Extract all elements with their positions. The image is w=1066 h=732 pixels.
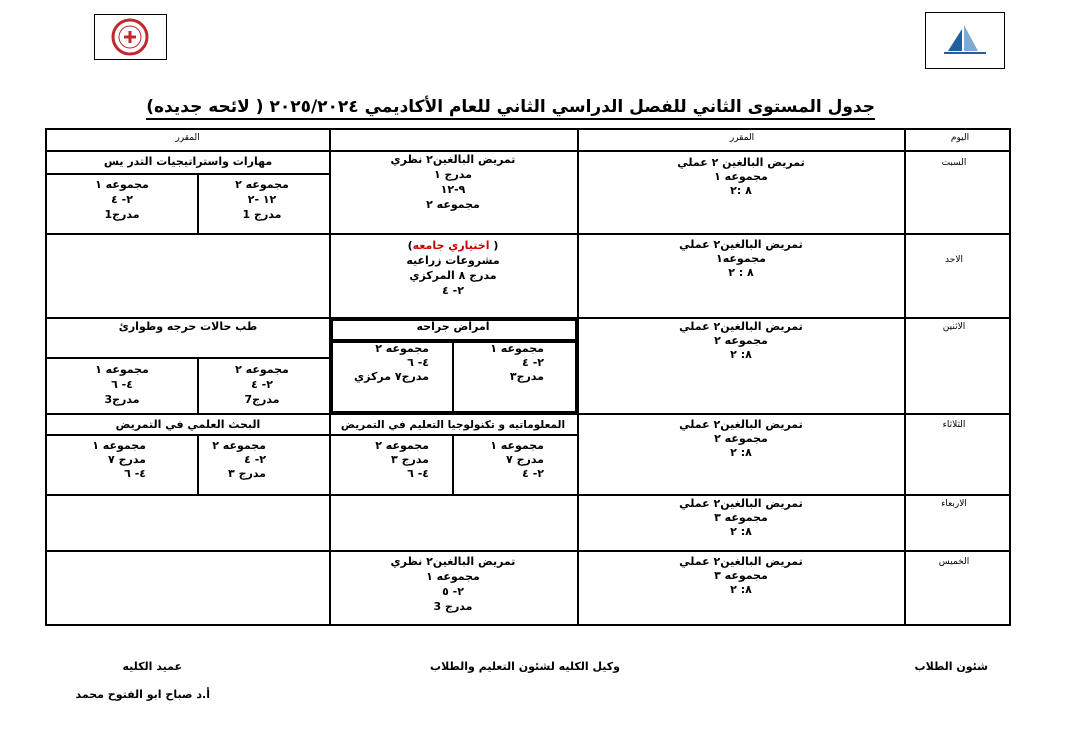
sun-mid-cell: ( اختياري جامعه) مشروعات زراعيه مدرج ٨ المركزي ٢- ٤ (406, 239, 500, 297)
mon-right-cell: تمريض البالغين٢ عملي مجموعه ٢ ٨: ٢ (679, 320, 803, 361)
mon-mid-title: امراض جراحه (416, 320, 490, 333)
mon-mid-group-2: مجموعه ٢ ٤- ٦ مدرج٧ مركزي (354, 342, 429, 383)
day-thursday: الخميس (938, 557, 970, 567)
sat-mid-cell: تمريض البالغين٢ نظري مدرج ١ ٩-١٢ مجموعه ٢ (390, 153, 516, 211)
tue-mid-title: المعلوماتيه و تكنولوجيا التعليم في التمريض (340, 419, 566, 431)
sat-left-group-2: مجموعه ٢ ١٢ -٢ مدرج 1 (235, 178, 289, 221)
elective-label: اختياري جامعه (412, 239, 490, 252)
day-monday: الاثنين (942, 322, 966, 332)
footer-dean: عميد الكليه (122, 660, 182, 673)
day-wednesday: الاربعاء (941, 499, 967, 509)
footer-student-affairs: شئون الطلاب (914, 660, 988, 673)
tue-mid-group-2: مجموعه ٢ مدرج ٣ ٤- ٦ (375, 439, 429, 480)
sat-left-group-1: مجموعه ١ ٢- ٤ مدرج1 (95, 178, 149, 221)
mon-left-title: طب حالات حرجه وطوارئ (118, 320, 258, 333)
sun-right-cell: تمريض البالغين٢ عملي مجموعه١ ٨ : ٢ (679, 238, 803, 279)
sat-left-title: مهارات واستراتيجيات التدر يس (103, 155, 273, 168)
tue-left-title: البحث العلمي في التمريض (115, 418, 261, 431)
university-logo (925, 12, 1005, 69)
mon-mid-group-1: مجموعه ١ ٢- ٤ مدرج٣ (490, 342, 544, 383)
day-tuesday: الثلاثاء (942, 420, 966, 430)
page-title: جدول المستوى الثاني للفصل الدراسي الثاني للعام الأكاديمي ٢٠٢٥/٢٠٢٤ ( لائحه جديده) (215, 97, 875, 117)
tue-right-cell: تمريض البالغين٢ عملي مجموعه ٢ ٨: ٢ (679, 418, 803, 459)
day-sunday: الاحد (945, 255, 963, 265)
mon-left-group-2: مجموعه ٢ ٢- ٤ مدرج7 (235, 363, 289, 406)
wed-right-cell: تمريض البالغين٢ عملي مجموعه ٣ ٨: ٢ (679, 497, 803, 538)
thu-mid-cell: تمريض البالغين٢ نظري مجموعه ١ ٢- ٥ مدرج 3 (390, 555, 516, 613)
tue-left-group-2: مجموعه ٢ ٢- ٤ مدرج ٣ (212, 439, 266, 480)
header-course-right: المقرر (729, 133, 755, 143)
sat-right-cell: تمريض البالغين ٢ عملي مجموعه ١ ٨ :٢ (677, 156, 805, 197)
tue-mid-group-1: مجموعه ١ مدرج ٧ ٢- ٤ (490, 439, 544, 480)
mon-left-group-1: مجموعه ١ ٤- ٦ مدرج3 (95, 363, 149, 406)
footer-dean-name: أ.د صباح ابو الفتوح محمد (75, 688, 210, 701)
thu-right-cell: تمريض البالغين٢ عملي مجموعه ٣ ٨: ٢ (679, 555, 803, 596)
day-saturday: السبت (941, 158, 967, 168)
faculty-logo (94, 14, 167, 60)
tue-left-group-1: مجموعه ١ مدرج ٧ ٤- ٦ (92, 439, 146, 480)
header-course-left: المقرر (175, 133, 200, 143)
header-day: اليوم (950, 133, 970, 143)
footer-vice-dean: وكيل الكليه لشئون التعليم والطلاب (430, 660, 620, 673)
